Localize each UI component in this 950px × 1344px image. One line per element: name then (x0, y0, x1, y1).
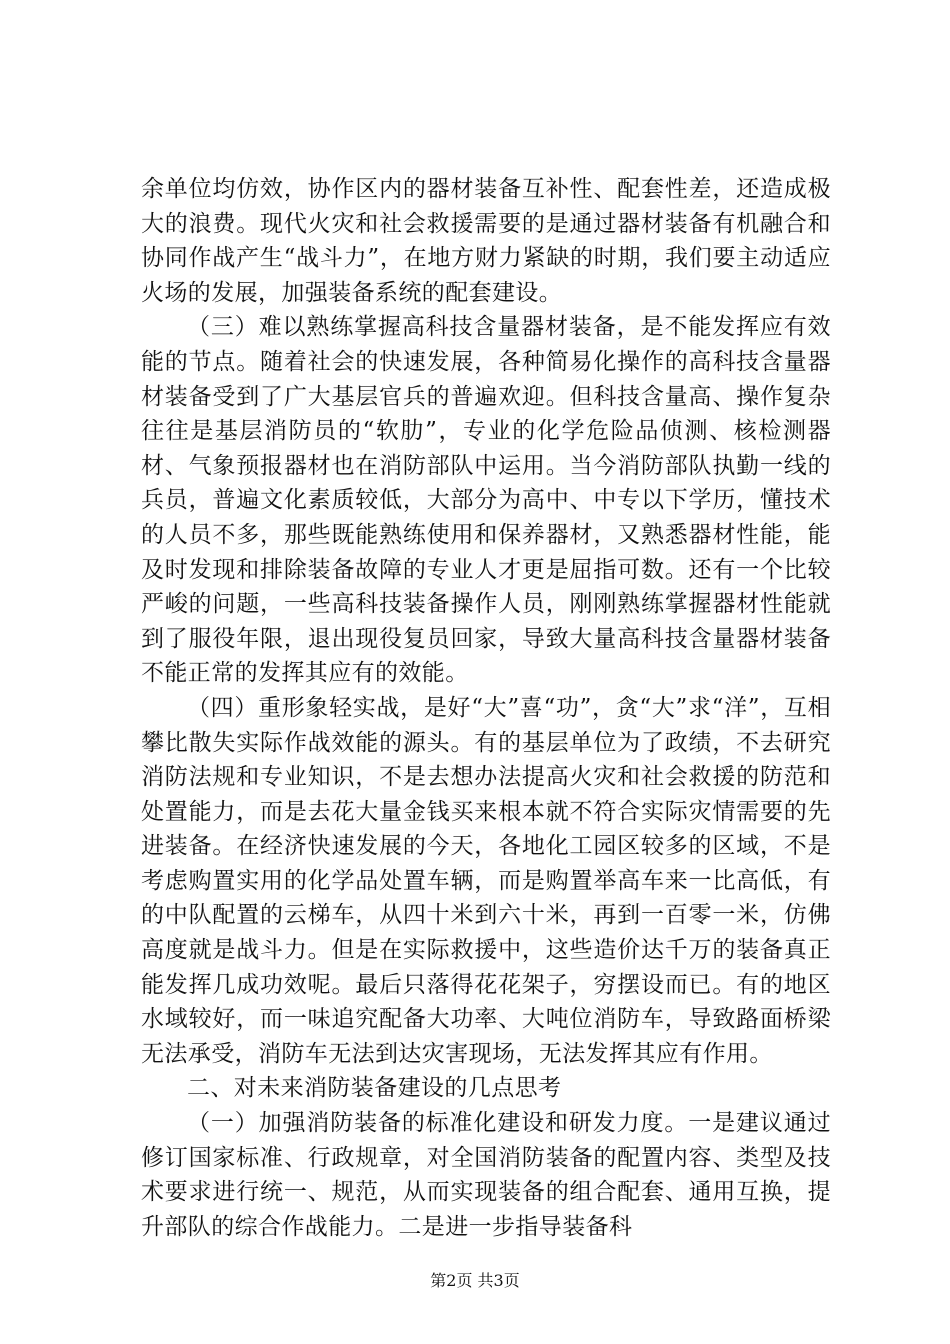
paragraph-section-four: （四）重形象轻实战，是好“大”喜“功”，贪“大”求“洋”，互相攀比散失实际作战效能的源头。有的基层单位为了政绩，不去研究消防法规和专业知识，不是去想办法提高火灾和社会救援的防范和处置能力，而是去花大量金钱买来根本就不符合实际灾情需要的先进装备。在经济快速发展的今天，各地化工园区较多的区域，不是考虑购置实用的化学品处置车辆，而是购置举高车来一比高低，有的中队配置的云梯车，从四十米到六十米，再到一百零一米，仿佛高度就是战斗力。但是在实际救援中，这些造价达千万的装备真正能发挥几成功效呢。最后只落得花花架子，穷摆设而已。有的地区水域较好，而一味追究配备大功率、大吨位消防车，导致路面桥梁无法承受，消防车无法到达灾害现场，无法发挥其应有作用。 (141, 694, 831, 1067)
document-body (141, 172, 831, 1244)
section-heading-two: 二、对未来消防装备建设的几点思考 (187, 1075, 562, 1102)
paragraph-subsection-one: （一）加强消防装备的标准化建设和研发力度。一是建议通过修订国家标准、行政规章，对全国消防装备的配置内容、类型及技术要求进行统一、规范，从而实现装备的组合配套、通用互换，提升部队的综合作战能力。二是进一步指导装备科 (141, 1110, 831, 1240)
page-footer: 第2页 共3页 (430, 1271, 520, 1290)
paragraph-section-three: （三）难以熟练掌握高科技含量器材装备，是不能发挥应有效能的节点。随着社会的快速发展，各种简易化操作的高科技含量器材装备受到了广大基层官兵的普遍欢迎。但科技含量高、操作复杂往往是基层消防员的“软肋”，专业的化学危险品侦测、核检测器材、气象预报器材也在消防部队中运用。当今消防部队执勤一线的兵员，普遍文化素质较低，大部分为高中、中专以下学历，懂技术的人员不多，那些既能熟练使用和保养器材，又熟悉器材性能，能及时发现和排除装备故障的专业人才更是屈指可数。还有一个比较严峻的问题，一些高科技装备操作人员，刚刚熟练掌握器材性能就到了服役年限，退出现役复员回家，导致大量高科技含量器材装备不能正常的发挥其应有的效能。 (141, 314, 831, 687)
paragraph-continuation: 余单位均仿效，协作区内的器材装备互补性、配套性差，还造成极大的浪费。现代火灾和社会救援需要的是通过器材装备有机融合和协同作战产生“战斗力”，在地方财力紧缺的时期，我们要主动适应火场的发展，加强装备系统的配套建设。 (141, 176, 831, 306)
